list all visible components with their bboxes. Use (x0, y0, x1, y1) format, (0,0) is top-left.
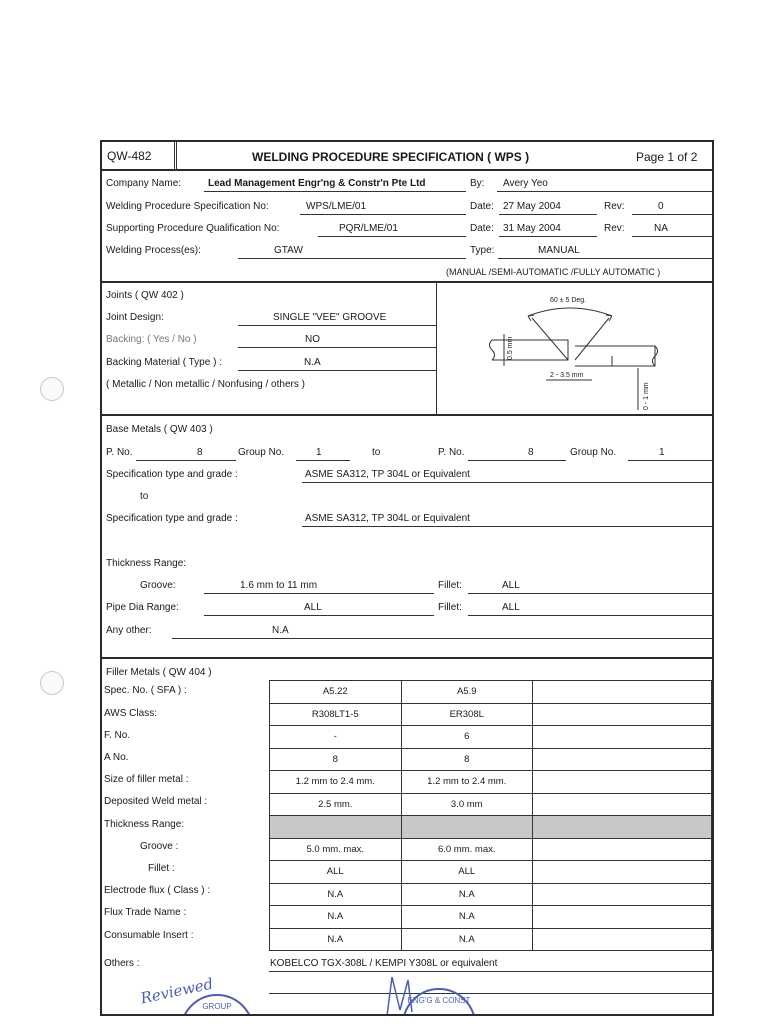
joint-design-sketch (472, 288, 672, 414)
cell (532, 703, 711, 726)
pipe-fillet-underline (468, 615, 714, 616)
group-stamp (180, 994, 254, 1016)
filler-label-ano: A No. (104, 752, 129, 763)
pno2-label: P. No. (438, 447, 465, 458)
type-options: (MANUAL /SEMI-AUTOMATIC /FULLY AUTOMATIC ) (446, 267, 661, 277)
spec2-value: ASME SA312, TP 304L or Equivalent (305, 513, 470, 524)
process-underline (238, 258, 466, 259)
type-underline (498, 258, 714, 259)
filler-metals-table (269, 680, 712, 951)
cell: A5.22 (270, 681, 402, 704)
page-number: Page 1 of 2 (636, 150, 698, 164)
filler-label-groove: Groove : (140, 841, 179, 852)
cell (401, 816, 532, 839)
others-underline (269, 971, 714, 972)
filler-label-size: Size of filler metal : (104, 774, 189, 785)
wps-no-label: Welding Procedure Specification No: (106, 201, 269, 212)
pqr-no-value: PQR/LME/01 (339, 223, 398, 234)
cell: 3.0 mm (401, 793, 532, 816)
cell: N.A (401, 906, 532, 929)
by-value: Avery Yeo (503, 178, 548, 189)
spec-to-label: to (140, 491, 149, 502)
any-other-underline (172, 638, 714, 639)
cell: 1.2 mm to 2.4 mm. (270, 771, 402, 794)
rev1-label: Rev: (604, 201, 625, 212)
cell (270, 816, 402, 839)
spec1-value: ASME SA312, TP 304L or Equivalent (305, 469, 470, 480)
date1-label: Date: (470, 201, 494, 212)
group2-underline (628, 460, 714, 461)
to-label: to (372, 447, 381, 458)
filler-label-deposited: Deposited Weld metal : (104, 796, 208, 807)
base-metals-heading: Base Metals ( QW 403 ) (106, 424, 213, 435)
groove-value: 1.6 mm to 11 mm (240, 580, 318, 591)
cell: 8 (401, 748, 532, 771)
pqr-no-label: Supporting Procedure Qualification No: (106, 223, 280, 234)
pno2-underline (468, 460, 566, 461)
table-row (270, 726, 712, 749)
any-other-value: N.A (272, 625, 289, 636)
backing-material-value: N.A (304, 357, 321, 368)
header-divider (174, 142, 175, 169)
construction-stamp-text: ENG'G & CONST (407, 996, 471, 1005)
form-code: QW-482 (107, 149, 152, 163)
signature (382, 972, 422, 1016)
pipe-fillet-value: ALL (502, 602, 520, 613)
rev2-label: Rev: (604, 223, 625, 234)
weld-angle-arc (528, 308, 612, 316)
table-row (270, 928, 712, 951)
filler-label-aws: AWS Class: (104, 708, 157, 719)
others-label: Others : (104, 958, 140, 969)
process-label: Welding Process(es): (106, 245, 201, 256)
group2-label: Group No. (570, 447, 617, 458)
filler-label-fno: F. No. (104, 730, 131, 741)
pno1-value: 8 (197, 447, 203, 458)
backing-label: Backing: ( Yes / No ) (106, 334, 197, 345)
table-row (270, 681, 712, 704)
thickness-label: Thickness Range: (106, 558, 187, 569)
left-plate (490, 340, 569, 360)
filler-label-flux-class: Electrode flux ( Class ) : (104, 885, 211, 896)
angle-label: 60 ± 5 Deg. (550, 297, 587, 304)
wps-no-underline (300, 214, 466, 215)
rev1-value: 0 (658, 201, 664, 212)
backing-material-label: Backing Material ( Type ) : (106, 357, 222, 368)
cell: 1.2 mm to 2.4 mm. (401, 771, 532, 794)
spec1-label: Specification type and grade : (106, 469, 238, 480)
cell: 8 (270, 748, 402, 771)
group1-label: Group No. (238, 447, 285, 458)
punch-hole-bottom (40, 671, 64, 695)
spec2-label: Specification type and grade : (106, 513, 238, 524)
cell: 6 (401, 726, 532, 749)
table-row (270, 748, 712, 771)
header-divider-2 (176, 142, 177, 169)
cell (532, 906, 711, 929)
others-value: KOBELCO TGX-308L / KEMPI Y308L or equivalent (270, 958, 498, 969)
cell (532, 793, 711, 816)
cell: 5.0 mm. max. (270, 838, 402, 861)
cell (532, 883, 711, 906)
group-stamp-text: GROUP (202, 1002, 232, 1011)
wps-no-value: WPS/LME/01 (306, 201, 367, 212)
date2-label: Date: (470, 223, 494, 234)
fillet-underline (468, 593, 714, 594)
table-row-shaded (270, 816, 712, 839)
company-underline (204, 191, 466, 192)
pipe-dia-value: ALL (304, 602, 322, 613)
joints-bottom-rule (102, 414, 714, 416)
cell (532, 816, 711, 839)
table-row (270, 906, 712, 929)
groove-label: Groove: (140, 580, 176, 591)
joint-design-underline (238, 325, 436, 326)
cell: 6.0 mm. max. (401, 838, 532, 861)
company-label: Company Name: (106, 178, 182, 189)
pqr-no-underline (318, 236, 466, 237)
groove-left-leg (532, 318, 568, 360)
general-bottom-rule (102, 281, 714, 283)
company-value: Lead Management Engr'ng & Constr'n Pte Ltd (208, 178, 426, 189)
joint-design-label: Joint Design: (106, 312, 164, 323)
by-underline (497, 191, 714, 192)
cell: - (270, 726, 402, 749)
cell (532, 861, 711, 884)
spec2-underline (302, 526, 714, 527)
cell: N.A (270, 928, 402, 951)
any-other-label: Any other: (106, 625, 152, 636)
date1-value: 27 May 2004 (503, 201, 561, 212)
pipe-dia-underline (204, 615, 434, 616)
joints-divider (436, 282, 437, 414)
date2-value: 31 May 2004 (503, 223, 561, 234)
group1-underline (296, 460, 350, 461)
table-row (270, 838, 712, 861)
root-face-label: 0.5 mm (507, 336, 514, 360)
cell: N.A (270, 906, 402, 929)
backing-options: ( Metallic / Non metallic / Nonfusing / others ) (106, 379, 305, 390)
rev2-underline (632, 236, 714, 237)
cell: N.A (401, 928, 532, 951)
table-row (270, 861, 712, 884)
reviewed-handwriting: Reviewed (138, 974, 215, 1008)
spec1-underline (302, 482, 714, 483)
type-label: Type: (470, 245, 495, 256)
filler-label-spec: Spec. No. ( SFA ) : (104, 685, 187, 696)
gap-label: 2 - 3.5 mm (550, 372, 584, 379)
rev1-underline (632, 214, 714, 215)
filler-label-thickness: Thickness Range: (104, 819, 185, 830)
cell: ER308L (401, 703, 532, 726)
pno1-underline (136, 460, 236, 461)
backing-material-underline (238, 370, 436, 371)
group1-value: 1 (316, 447, 322, 458)
form-title: WELDING PROCEDURE SPECIFICATION ( WPS ) (252, 150, 530, 164)
filler-heading: Filler Metals ( QW 404 ) (106, 667, 212, 678)
filler-label-fillet: Fillet : (148, 863, 175, 874)
pno2-value: 8 (528, 447, 534, 458)
table-row (270, 793, 712, 816)
cell (532, 838, 711, 861)
process-value: GTAW (274, 245, 303, 256)
cell (532, 726, 711, 749)
punch-hole-top (40, 377, 64, 401)
cell (532, 771, 711, 794)
table-row (270, 771, 712, 794)
filler-label-flux-trade: Flux Trade Name : (104, 907, 187, 918)
joint-design-value: SINGLE "VEE" GROOVE (273, 312, 387, 323)
backing-value: NO (305, 334, 320, 345)
cell: ALL (401, 861, 532, 884)
cell: A5.9 (401, 681, 532, 704)
type-value: MANUAL (538, 245, 580, 256)
cell (532, 928, 711, 951)
backing-underline (238, 347, 436, 348)
by-label: By: (470, 178, 485, 189)
header-bottom-rule (102, 169, 714, 171)
pno1-label: P. No. (106, 447, 133, 458)
rev2-value: NA (654, 223, 668, 234)
right-plate (575, 346, 658, 366)
wps-form (100, 140, 714, 1016)
angle-arrow-left (528, 315, 534, 321)
joints-heading: Joints ( QW 402 ) (106, 290, 184, 301)
cell: 2.5 mm. (270, 793, 402, 816)
cell: N.A (270, 883, 402, 906)
filler-label-insert: Consumable Insert : (104, 930, 194, 941)
table-row (270, 883, 712, 906)
others-underline-2 (269, 993, 714, 994)
group2-value: 1 (659, 447, 665, 458)
groove-underline (204, 593, 434, 594)
fillet-value: ALL (502, 580, 520, 591)
cell (532, 748, 711, 771)
base-metals-bottom-rule (102, 657, 714, 659)
fillet-label: Fillet: (438, 580, 462, 591)
pipe-fillet-label: Fillet: (438, 602, 462, 613)
date2-underline (499, 236, 597, 237)
mismatch-label: 0 - 1 mm (643, 382, 650, 410)
date1-underline (499, 214, 597, 215)
groove-right-leg (575, 318, 609, 360)
table-row (270, 703, 712, 726)
cell: N.A (401, 883, 532, 906)
cell (532, 681, 711, 704)
pipe-dia-label: Pipe Dia Range: (106, 602, 179, 613)
cell: ALL (270, 861, 402, 884)
cell: R308LT1-5 (270, 703, 402, 726)
